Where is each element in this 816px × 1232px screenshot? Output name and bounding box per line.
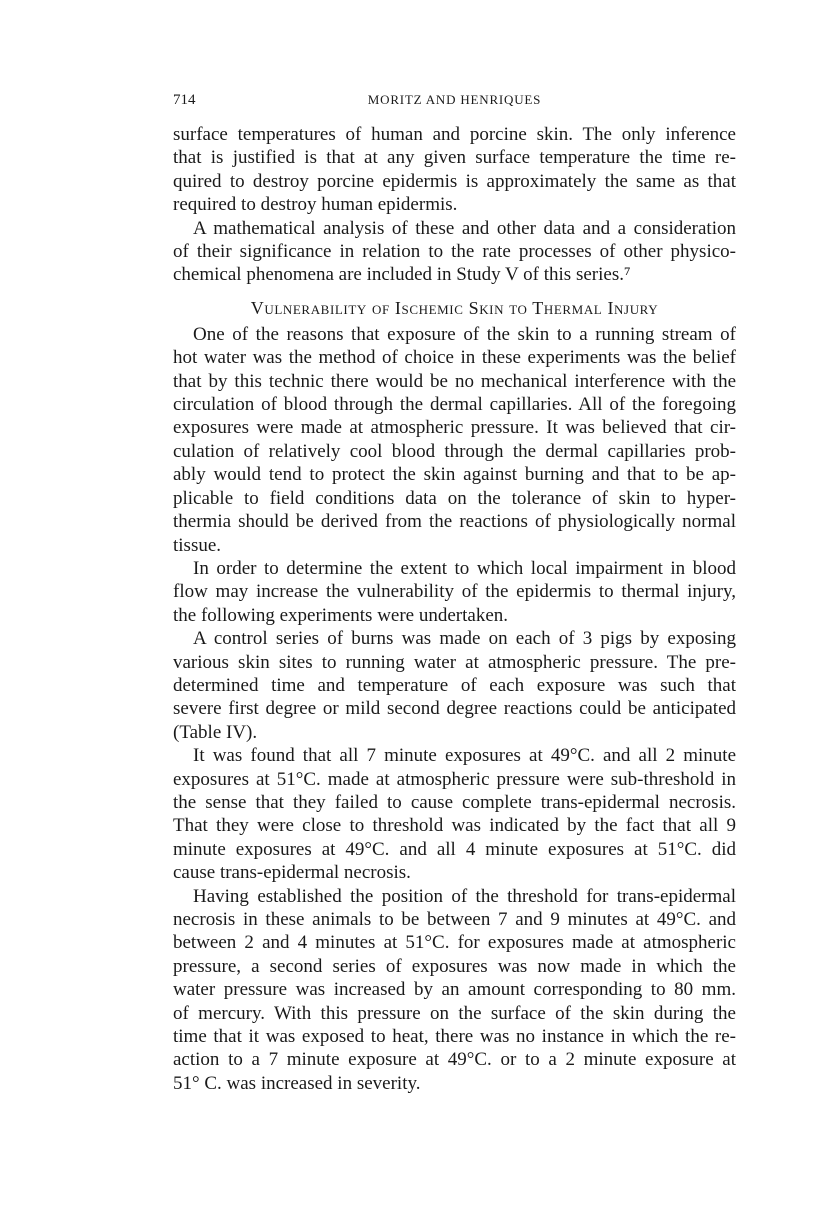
text-line: exposures at 51°C. made at atmospheric pressure were sub-threshold in <box>173 768 736 790</box>
running-head <box>173 92 736 116</box>
text-line: water pressure was increased by an amount corresponding to 80 mm. <box>173 979 736 1001</box>
body-paragraph <box>173 885 736 1096</box>
text-line: required to destroy human epidermis. <box>173 194 458 216</box>
body-paragraph <box>173 557 736 627</box>
text-line: tissue. <box>173 534 222 556</box>
body-paragraph <box>173 744 736 884</box>
section-heading: Vulnerability of Ischemic Skin to Thermal Injury <box>250 297 659 318</box>
text-line: (Table IV). <box>173 721 258 743</box>
text-line: It was found that all 7 minute exposures at 49°C. and all 2 minute <box>193 745 736 767</box>
text-line: plicable to field conditions data on the tolerance of skin to hyper- <box>173 487 736 509</box>
text-line: various skin sites to running water at atmospheric pressure. The pre- <box>173 651 736 673</box>
text-line: hot water was the method of choice in these experiments was the belief <box>173 347 736 369</box>
text-line: Having established the position of the threshold for trans-epidermal <box>193 885 736 907</box>
running-title: MORITZ AND HENRIQUES <box>367 92 542 107</box>
text-line: One of the reasons that exposure of the skin to a running stream of <box>193 323 736 345</box>
text-line: ably would tend to protect the skin against burning and that to be ap- <box>173 464 736 486</box>
text-line: between 2 and 4 minutes at 51°C. for exposures made at atmospheric <box>173 932 736 954</box>
body-paragraph <box>173 217 736 287</box>
text-line: time that it was exposed to heat, there was no instance in which the re- <box>173 1026 736 1048</box>
text-line: 51° C. was increased in severity. <box>173 1072 421 1094</box>
text-line: thermia should be derived from the reactions of physiologically normal <box>173 511 736 533</box>
text-line: surface temperatures of human and porcine skin. The only inference <box>173 124 736 145</box>
body-paragraph <box>173 323 736 557</box>
text-line: pressure, a second series of exposures was now made in which the <box>173 955 736 977</box>
text-line: circulation of blood through the dermal capillaries. All of the foregoing <box>173 394 736 416</box>
text-line: flow may increase the vulnerability of the epidermis to thermal injury, <box>173 581 736 603</box>
pre-section-text <box>173 123 736 287</box>
text-line: chemical phenomena are included in Study V of this series.⁷ <box>173 264 631 286</box>
text-line: of their significance in relation to the rate processes of other physico- <box>173 241 736 263</box>
text-line: severe first degree or mild second degree reactions could be anticipated <box>173 698 736 720</box>
text-line: that is justified is that at any given surface temperature the time re- <box>173 147 736 169</box>
text-line: of mercury. With this pressure on the surface of the skin during the <box>173 1002 736 1024</box>
text-line: A control series of burns was made on each of 3 pigs by exposing <box>193 628 736 650</box>
text-line: A mathematical analysis of these and other data and a consideration <box>193 217 736 239</box>
text-line: cause trans-epidermal necrosis. <box>173 862 411 884</box>
page <box>173 92 736 1095</box>
text-line: That they were close to threshold was indicated by the fact that all 9 <box>173 815 736 837</box>
body-paragraph <box>173 627 736 744</box>
text-line: the sense that they failed to cause complete trans-epidermal necrosis. <box>173 791 736 813</box>
text-line: quired to destroy porcine epidermis is approximately the same as that <box>173 170 736 192</box>
text-line: action to a 7 minute exposure at 49°C. or to a 2 minute exposure at <box>173 1049 736 1071</box>
page-number: 714 <box>173 92 196 108</box>
text-line: that by this technic there would be no mechanical interference with the <box>173 370 736 392</box>
text-line: determined time and temperature of each exposure was such that <box>173 674 736 696</box>
text-line: In order to determine the extent to which local impairment in blood <box>193 557 736 579</box>
section-body <box>173 323 736 1095</box>
body-paragraph <box>173 123 736 217</box>
text-line: exposures were made at atmospheric pressure. It was believed that cir- <box>173 417 736 439</box>
text-line: necrosis in these animals to be between 7 and 9 minutes at 49°C. and <box>173 909 736 930</box>
text-line: minute exposures at 49°C. and all 4 minute exposures at 51°C. did <box>173 838 736 860</box>
text-line: culation of relatively cool blood through the dermal capillaries prob- <box>173 440 736 462</box>
text-line: the following experiments were undertaken. <box>173 604 509 626</box>
